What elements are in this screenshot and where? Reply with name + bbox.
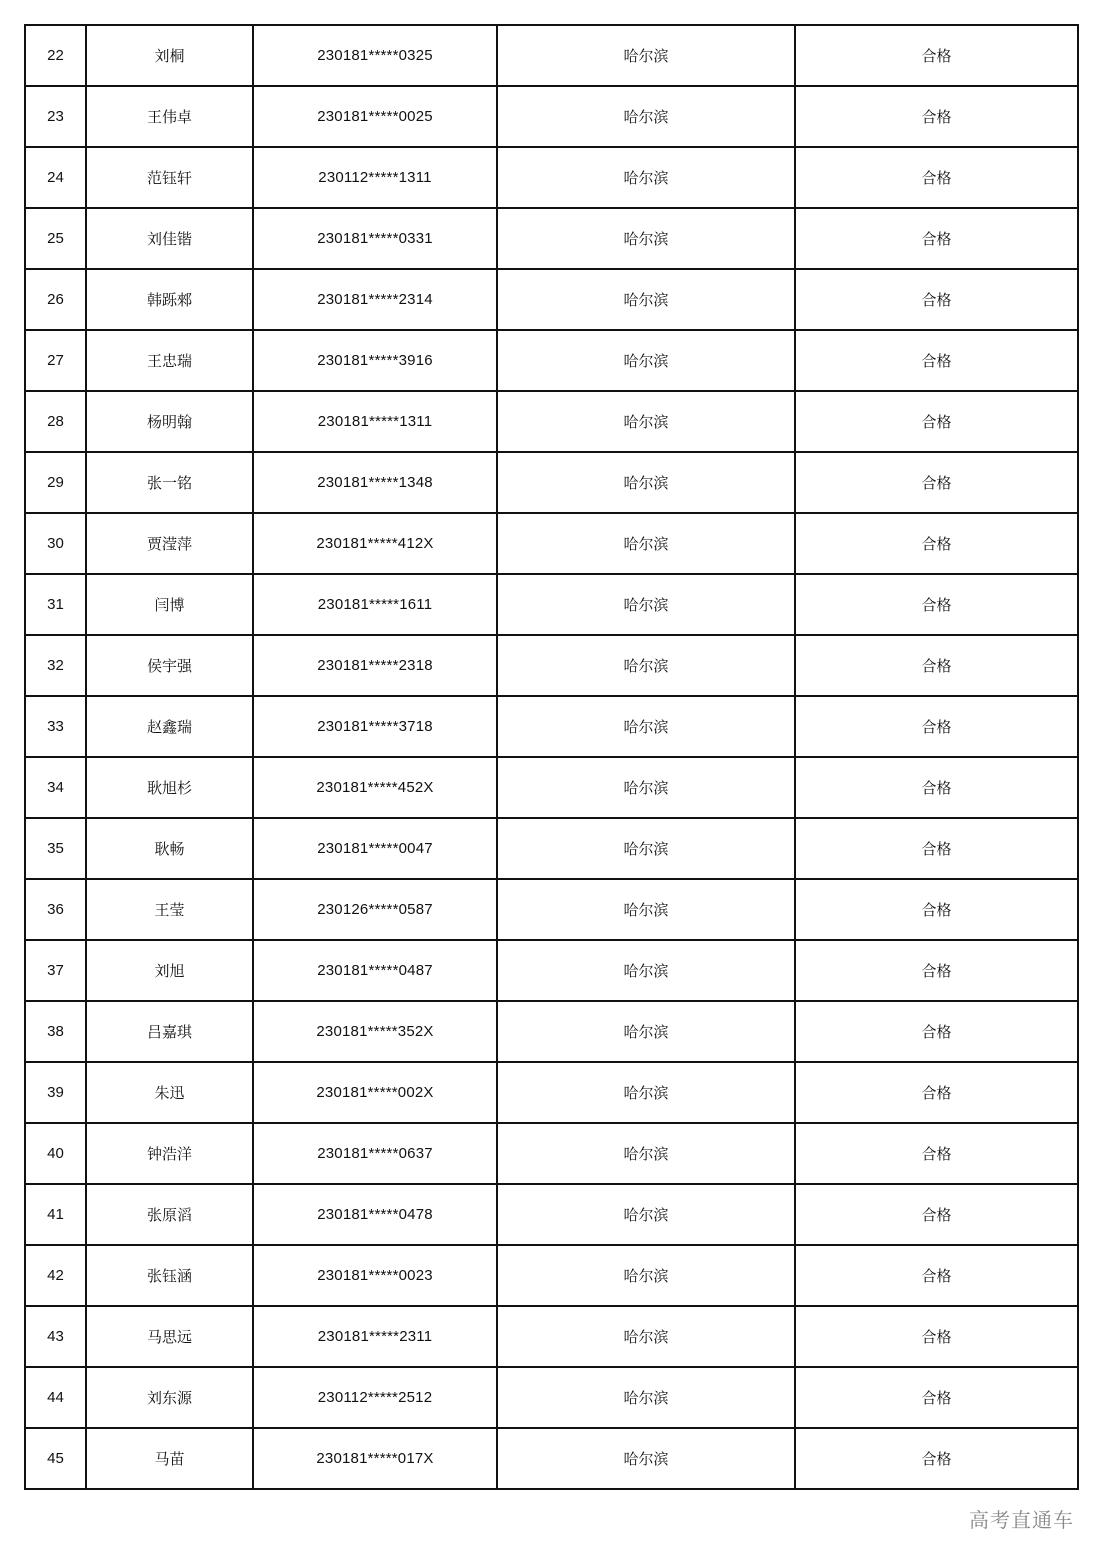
id-number: 230181*****017X — [253, 1428, 497, 1489]
row-number: 31 — [25, 574, 86, 635]
row-number: 34 — [25, 757, 86, 818]
person-name: 杨明翰 — [86, 391, 253, 452]
city-name: 哈尔滨 — [497, 25, 795, 86]
row-number: 41 — [25, 1184, 86, 1245]
id-number: 230181*****0023 — [253, 1245, 497, 1306]
table-row — [25, 1428, 1078, 1489]
person-name: 范钰轩 — [86, 147, 253, 208]
row-number: 26 — [25, 269, 86, 330]
result-status: 合格 — [795, 513, 1078, 574]
table-row — [25, 1123, 1078, 1184]
table-row — [25, 940, 1078, 1001]
id-number: 230181*****3916 — [253, 330, 497, 391]
person-name: 马思远 — [86, 1306, 253, 1367]
person-name: 刘佳锴 — [86, 208, 253, 269]
person-name: 王伟卓 — [86, 86, 253, 147]
result-status: 合格 — [795, 330, 1078, 391]
city-name: 哈尔滨 — [497, 940, 795, 1001]
id-number: 230181*****0047 — [253, 818, 497, 879]
result-status: 合格 — [795, 879, 1078, 940]
id-number: 230181*****1311 — [253, 391, 497, 452]
person-name: 钟浩洋 — [86, 1123, 253, 1184]
table-row — [25, 208, 1078, 269]
city-name: 哈尔滨 — [497, 86, 795, 147]
id-number: 230181*****0325 — [253, 25, 497, 86]
person-name: 刘旭 — [86, 940, 253, 1001]
row-number: 33 — [25, 696, 86, 757]
result-status: 合格 — [795, 1428, 1078, 1489]
city-name: 哈尔滨 — [497, 147, 795, 208]
result-status: 合格 — [795, 818, 1078, 879]
row-number: 36 — [25, 879, 86, 940]
row-number: 42 — [25, 1245, 86, 1306]
id-number: 230181*****002X — [253, 1062, 497, 1123]
row-number: 43 — [25, 1306, 86, 1367]
city-name: 哈尔滨 — [497, 757, 795, 818]
id-number: 230181*****0478 — [253, 1184, 497, 1245]
table-row — [25, 635, 1078, 696]
id-number: 230112*****2512 — [253, 1367, 497, 1428]
row-number: 40 — [25, 1123, 86, 1184]
city-name: 哈尔滨 — [497, 1428, 795, 1489]
result-status: 合格 — [795, 25, 1078, 86]
row-number: 38 — [25, 1001, 86, 1062]
result-status: 合格 — [795, 391, 1078, 452]
result-status: 合格 — [795, 696, 1078, 757]
table-row — [25, 147, 1078, 208]
row-number: 28 — [25, 391, 86, 452]
id-number: 230181*****2318 — [253, 635, 497, 696]
person-name: 马苗 — [86, 1428, 253, 1489]
city-name: 哈尔滨 — [497, 391, 795, 452]
id-number: 230181*****0487 — [253, 940, 497, 1001]
city-name: 哈尔滨 — [497, 635, 795, 696]
row-number: 27 — [25, 330, 86, 391]
table-row — [25, 696, 1078, 757]
table-row — [25, 757, 1078, 818]
person-name: 赵鑫瑞 — [86, 696, 253, 757]
result-status: 合格 — [795, 1245, 1078, 1306]
table-row — [25, 1306, 1078, 1367]
id-number: 230181*****0331 — [253, 208, 497, 269]
result-status: 合格 — [795, 635, 1078, 696]
person-name: 耿旭杉 — [86, 757, 253, 818]
id-number: 230181*****3718 — [253, 696, 497, 757]
table-row — [25, 452, 1078, 513]
row-number: 37 — [25, 940, 86, 1001]
city-name: 哈尔滨 — [497, 269, 795, 330]
city-name: 哈尔滨 — [497, 513, 795, 574]
city-name: 哈尔滨 — [497, 818, 795, 879]
table-row — [25, 86, 1078, 147]
person-name: 朱迅 — [86, 1062, 253, 1123]
result-status: 合格 — [795, 86, 1078, 147]
city-name: 哈尔滨 — [497, 208, 795, 269]
id-number: 230181*****352X — [253, 1001, 497, 1062]
city-name: 哈尔滨 — [497, 1367, 795, 1428]
table-row — [25, 1062, 1078, 1123]
result-status: 合格 — [795, 1062, 1078, 1123]
city-name: 哈尔滨 — [497, 1245, 795, 1306]
row-number: 35 — [25, 818, 86, 879]
results-table-body — [25, 25, 1078, 1489]
result-status: 合格 — [795, 1123, 1078, 1184]
city-name: 哈尔滨 — [497, 574, 795, 635]
table-row — [25, 1184, 1078, 1245]
person-name: 张原滔 — [86, 1184, 253, 1245]
table-row — [25, 818, 1078, 879]
row-number: 29 — [25, 452, 86, 513]
id-number: 230181*****0637 — [253, 1123, 497, 1184]
person-name: 吕嘉琪 — [86, 1001, 253, 1062]
table-row — [25, 879, 1078, 940]
id-number: 230126*****0587 — [253, 879, 497, 940]
table-row — [25, 574, 1078, 635]
id-number: 230181*****452X — [253, 757, 497, 818]
person-name: 王莹 — [86, 879, 253, 940]
row-number: 32 — [25, 635, 86, 696]
person-name: 刘桐 — [86, 25, 253, 86]
city-name: 哈尔滨 — [497, 1062, 795, 1123]
row-number: 25 — [25, 208, 86, 269]
id-number: 230181*****1348 — [253, 452, 497, 513]
row-number: 44 — [25, 1367, 86, 1428]
person-name: 韩跞郲 — [86, 269, 253, 330]
table-row — [25, 1001, 1078, 1062]
row-number: 24 — [25, 147, 86, 208]
city-name: 哈尔滨 — [497, 879, 795, 940]
table-row — [25, 1367, 1078, 1428]
row-number: 39 — [25, 1062, 86, 1123]
city-name: 哈尔滨 — [497, 1306, 795, 1367]
result-status: 合格 — [795, 269, 1078, 330]
person-name: 张钰涵 — [86, 1245, 253, 1306]
id-number: 230181*****0025 — [253, 86, 497, 147]
city-name: 哈尔滨 — [497, 1123, 795, 1184]
person-name: 侯宇强 — [86, 635, 253, 696]
result-status: 合格 — [795, 940, 1078, 1001]
city-name: 哈尔滨 — [497, 696, 795, 757]
row-number: 22 — [25, 25, 86, 86]
id-number: 230181*****412X — [253, 513, 497, 574]
person-name: 张一铭 — [86, 452, 253, 513]
id-number: 230181*****2314 — [253, 269, 497, 330]
table-row — [25, 1245, 1078, 1306]
city-name: 哈尔滨 — [497, 452, 795, 513]
id-number: 230181*****1611 — [253, 574, 497, 635]
result-status: 合格 — [795, 1184, 1078, 1245]
result-status: 合格 — [795, 1306, 1078, 1367]
result-status: 合格 — [795, 757, 1078, 818]
results-table — [24, 24, 1079, 1490]
table-row — [25, 269, 1078, 330]
row-number: 30 — [25, 513, 86, 574]
result-status: 合格 — [795, 147, 1078, 208]
watermark-text: 高考直通车 — [969, 1508, 1074, 1532]
row-number: 23 — [25, 86, 86, 147]
result-status: 合格 — [795, 574, 1078, 635]
result-status: 合格 — [795, 1001, 1078, 1062]
city-name: 哈尔滨 — [497, 1184, 795, 1245]
result-status: 合格 — [795, 452, 1078, 513]
table-row — [25, 391, 1078, 452]
city-name: 哈尔滨 — [497, 1001, 795, 1062]
id-number: 230181*****2311 — [253, 1306, 497, 1367]
row-number: 45 — [25, 1428, 86, 1489]
id-number: 230112*****1311 — [253, 147, 497, 208]
person-name: 王忠瑞 — [86, 330, 253, 391]
table-row — [25, 330, 1078, 391]
result-status: 合格 — [795, 1367, 1078, 1428]
person-name: 闫博 — [86, 574, 253, 635]
city-name: 哈尔滨 — [497, 330, 795, 391]
person-name: 贾滢萍 — [86, 513, 253, 574]
table-row — [25, 25, 1078, 86]
table-row — [25, 513, 1078, 574]
person-name: 刘东源 — [86, 1367, 253, 1428]
person-name: 耿畅 — [86, 818, 253, 879]
result-status: 合格 — [795, 208, 1078, 269]
